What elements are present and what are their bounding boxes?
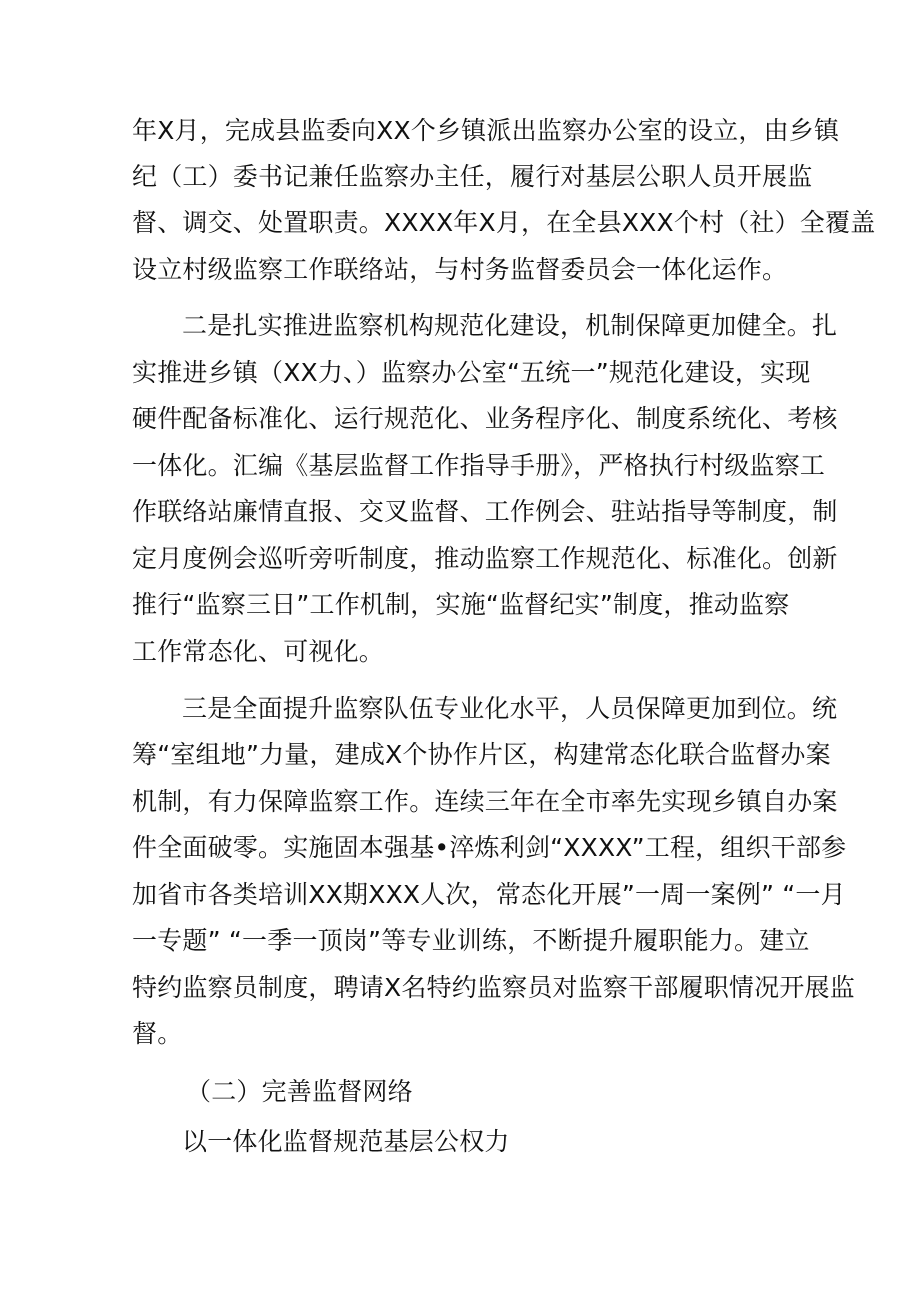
section-heading: （二）完善监督网络	[186, 1077, 413, 1106]
paragraph-line: 件全面破零。实施固本强基•淬炼利剑“XXXX”工程，组织干部参	[132, 833, 847, 862]
paragraph-line: 工作常态化、可视化。	[132, 637, 385, 666]
paragraph-line: 一体化。汇编《基层监督工作指导手册》，严格执行村级监察工	[132, 451, 826, 480]
paragraph-line: 年X月，完成县监委向XX个乡镇派出监察办公室的设立，由乡镇	[132, 116, 840, 145]
paragraph-line: 作联络站廉情直报、交叉监督、工作例会、驻站指导等制度，制	[132, 497, 838, 526]
paragraph-line: 二是扎实推进监察机构规范化建设，机制保障更加健全。扎	[182, 311, 838, 340]
sub-heading: 以一体化监督规范基层公权力	[182, 1127, 510, 1156]
paragraph-line: 实推进乡镇（XX力、）监察办公室“五统一”规范化建设，实现	[132, 358, 811, 387]
paragraph-line: 硬件配备标准化、运行规范化、业务程序化、制度系统化、考核	[132, 404, 838, 433]
paragraph-line: 筹“室组地”力量，建成X个协作片区，构建常态化联合监督办案	[132, 740, 831, 769]
paragraph-line: 督。	[132, 1019, 183, 1048]
paragraph-line: 加省市各类培训XX期XXX人次，常态化开展”一周一案例” “一月	[132, 880, 846, 909]
paragraph-line: 三是全面提升监察队伍专业化水平，人员保障更加到位。统	[182, 694, 838, 723]
paragraph-line: 定月度例会巡听旁听制度，推动监察工作规范化、标准化。创新	[132, 544, 838, 573]
paragraph-line: 纪（工）委书记兼任监察办主任，履行对基层公职人员开展监	[132, 162, 813, 191]
paragraph-line: 督、调交、处置职责。XXXX年X月，在全县XXX个村（社）全覆盖	[132, 208, 876, 237]
paragraph-line: 机制，有力保障监察工作。连续三年在全市率先实现乡镇自办案	[132, 787, 838, 816]
paragraph-line: 特约监察员制度，聘请X名特约监察员对监察干部履职情况开展监	[132, 973, 855, 1002]
paragraph-line: 设立村级监察工作联络站，与村务监督委员会一体化运作。	[132, 255, 788, 284]
paragraph-line: 推行“监察三日”工作机制，实施“监督纪实”制度，推动监察	[132, 590, 790, 619]
paragraph-line: 一专题” “一季一顶岗”等专业训练，不断提升履职能力。建立	[132, 926, 810, 955]
